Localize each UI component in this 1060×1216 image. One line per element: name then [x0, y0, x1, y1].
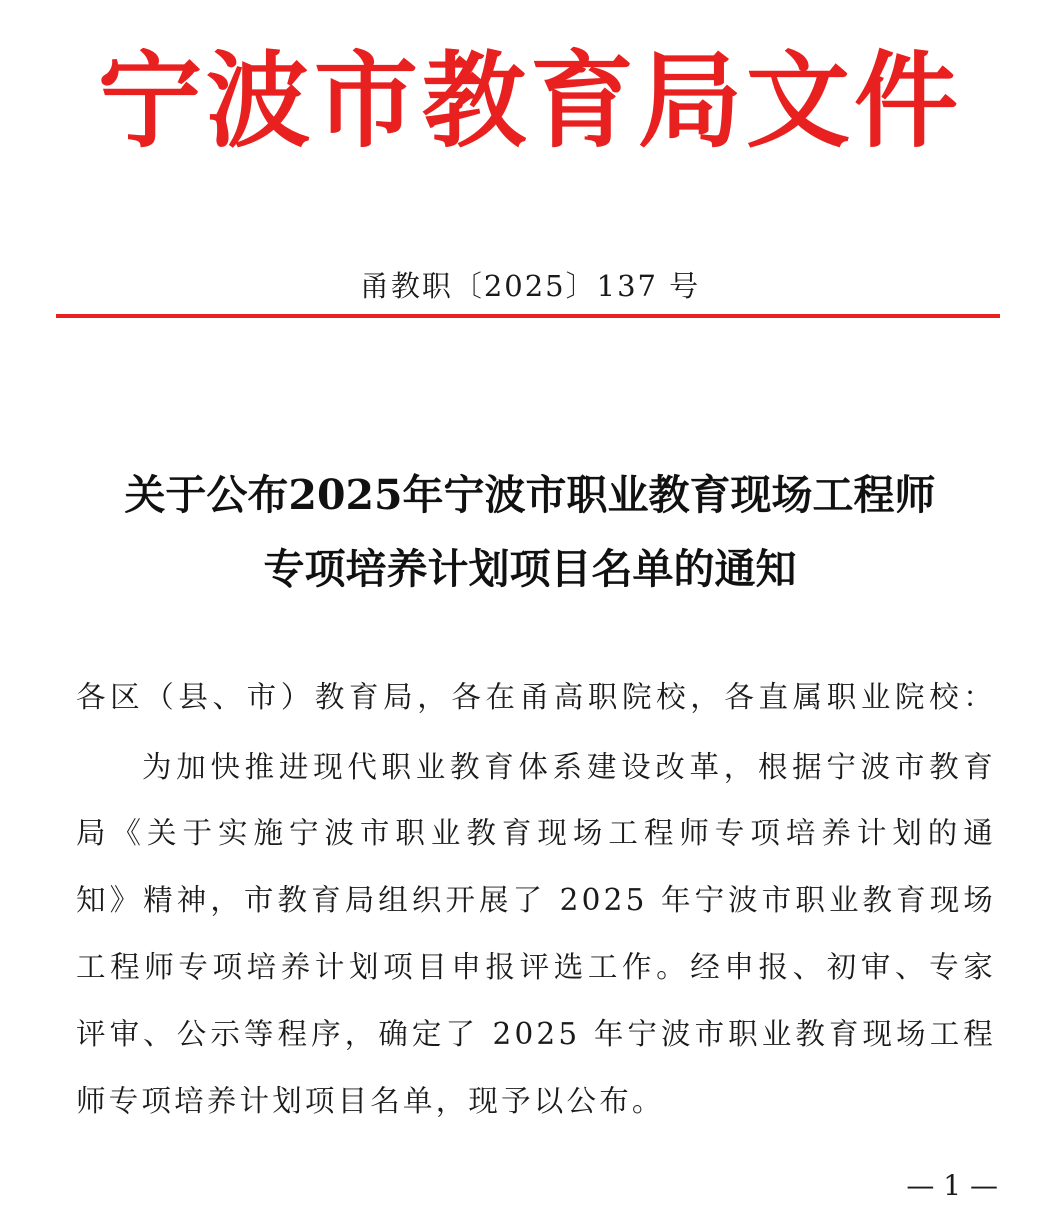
notice-title-line-1: 关于公布2025年宁波市职业教育现场工程师 [124, 471, 936, 519]
notice-title-line-2: 专项培养计划项目名单的通知 [263, 545, 797, 593]
paragraph-line: 为加快推进现代职业教育体系建设改革，根据宁波市教育 [142, 750, 996, 784]
masthead-title: 宁波市教育局文件 [97, 39, 962, 162]
page-number: — 1 — [906, 1169, 998, 1202]
paragraph-line: 工程师专项培养计划项目申报评选工作。经申报、初审、专家 [76, 950, 996, 984]
paragraph-line: 评审、公示等程序，确定了 2025 年宁波市职业教育现场工程 [76, 1017, 996, 1051]
paragraph-line: 师专项培养计划项目名单，现予以公布。 [76, 1084, 665, 1118]
paragraph-line: 局《关于实施宁波市职业教育现场工程师专项培养计划的通 [76, 816, 996, 850]
paragraph-line: 知》精神，市教育局组织开展了 2025 年宁波市职业教育现场 [76, 883, 996, 917]
red-divider-line [56, 314, 1000, 318]
salutation: 各区（县、市）教育局，各在甬高职院校，各直属职业院校： [76, 680, 996, 714]
document-number: 甬教职〔2025〕137 号 [359, 269, 701, 303]
